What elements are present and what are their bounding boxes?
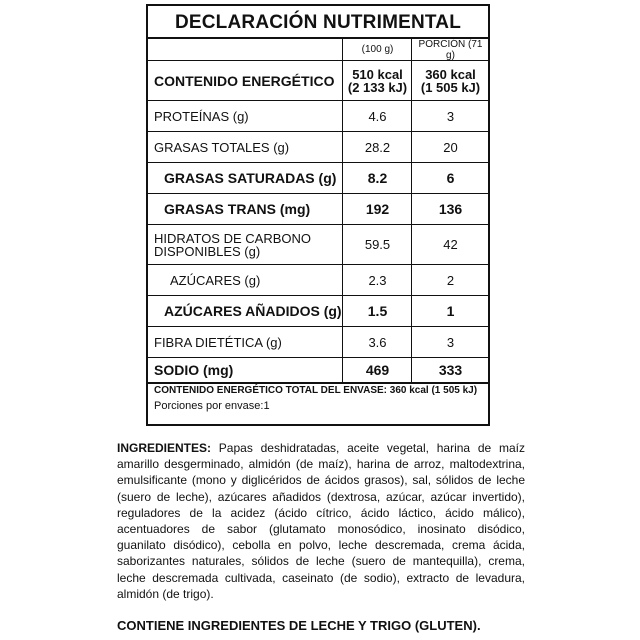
- panel-footer: [148, 384, 488, 414]
- nutrient-label: AZÚCARES AÑADIDOS (g): [164, 303, 342, 319]
- table-row: [148, 225, 488, 265]
- value-per-100: 2.3: [368, 272, 387, 288]
- table-row: [148, 327, 488, 358]
- table-row-energy: [148, 61, 488, 101]
- value-per-100: 192: [365, 201, 390, 217]
- ingredients-text: Papas deshidratadas, aceite vegetal, harina de maíz amarillo desgerminado, almidón (de maíz), harina de arroz, maltodextrina, emulsificante (mono y diglicéridos de ácidos grasos), sal, sólidos de leche (suero de leche), azúcares añadidos (dextrosa, azúcar, azúcar invertido), reguladores de la acidez (ácido cítrico, ácido láctico, ácido málico), acentuadores de sabor (glutamato monosódico, inosinato disódico, guanilato disódico), cebolla en polvo, leche descremada, crema ácida, saborizantes naturales, sólidos de leche (suero de mantequilla), crema, leche descremada cultivada, caseinato (de sodio), extracto de levadura, almidón (de trigo).: [117, 441, 525, 601]
- nutrient-label: FIBRA DIETÉTICA (g): [154, 334, 282, 350]
- ingredients-block: [117, 440, 525, 602]
- nutrient-label: [154, 225, 342, 264]
- energy-kcal-portion: 360 kcal: [425, 66, 476, 82]
- value-per-100: 1.5: [367, 303, 388, 319]
- column-divider: [411, 39, 412, 384]
- table-header-row: [148, 39, 488, 61]
- value-per-portion: 3: [446, 334, 455, 350]
- energy-label: CONTENIDO ENERGÉTICO: [154, 72, 335, 89]
- energy-per-portion: [413, 61, 488, 100]
- value-per-portion: 3: [446, 108, 455, 124]
- nutrition-panel: [146, 4, 490, 426]
- value-per-100: 59.5: [364, 237, 391, 252]
- portions-note: Porciones por envase:1: [154, 400, 270, 412]
- energy-kcal-100: 510 kcal: [352, 66, 403, 82]
- table-row: [148, 358, 488, 384]
- column-divider: [342, 39, 343, 384]
- ingredients-title: INGREDIENTES:: [117, 441, 212, 455]
- value-per-100: 8.2: [367, 170, 388, 186]
- allergen-statement: CONTIENE INGREDIENTES DE LECHE Y TRIGO (GLUTEN).: [117, 618, 481, 633]
- nutrient-label: GRASAS SATURADAS (g): [164, 170, 337, 186]
- table-row: [148, 163, 488, 194]
- table-row: [148, 132, 488, 163]
- nutrient-label: GRASAS TRANS (mg): [164, 201, 311, 217]
- nutrient-label: GRASAS TOTALES (g): [154, 139, 290, 155]
- value-per-portion: 2: [446, 272, 455, 288]
- table-row: [148, 265, 488, 296]
- value-per-100: 469: [365, 362, 390, 378]
- table-row: [148, 101, 488, 132]
- column-header-portion: PORCIÓN (71 g): [418, 38, 483, 61]
- value-per-100: 28.2: [364, 139, 391, 155]
- value-per-100: 4.6: [368, 108, 387, 124]
- value-per-portion: 333: [438, 362, 463, 378]
- column-header-100g: (100 g): [361, 44, 394, 55]
- nutrient-label: SODIO (mg): [154, 362, 234, 378]
- carbs-label-line1: HIDRATOS DE CARBONO: [154, 230, 311, 246]
- total-energy-note: CONTENIDO ENERGÉTICO TOTAL DEL ENVASE: 360 kcal (1 505 kJ): [154, 385, 478, 396]
- panel-title: DECLARACIÓN NUTRIMENTAL: [148, 6, 488, 39]
- value-per-100: 3.6: [368, 334, 387, 350]
- table-row: [148, 296, 488, 327]
- energy-per-100: [344, 61, 411, 100]
- value-per-portion: 6: [446, 170, 455, 186]
- carbs-label-line2: DISPONIBLES (g): [154, 243, 261, 259]
- energy-kj-100: (2 133 kJ): [347, 79, 408, 95]
- value-per-portion: 42: [443, 237, 458, 252]
- energy-kj-portion: (1 505 kJ): [420, 79, 481, 95]
- value-per-portion: 136: [438, 201, 463, 217]
- value-per-portion: 1: [446, 303, 455, 319]
- table-row: [148, 194, 488, 225]
- nutrient-label: PROTEÍNAS (g): [154, 108, 249, 124]
- nutrient-label: AZÚCARES (g): [170, 272, 261, 288]
- value-per-portion: 20: [443, 139, 458, 155]
